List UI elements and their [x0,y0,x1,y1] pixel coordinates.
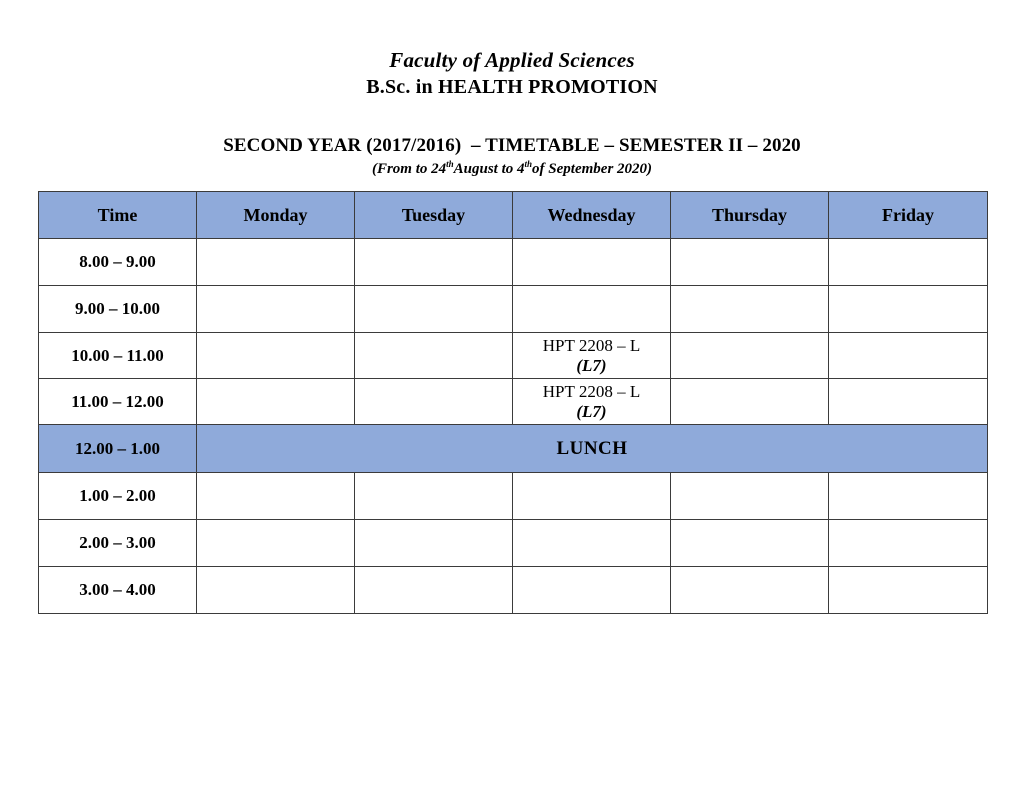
empty-slot-cell [197,379,355,425]
empty-slot-cell [829,520,988,567]
column-header-tuesday: Tuesday [355,192,513,239]
time-slot-label: 10.00 – 11.00 [39,333,197,379]
weekly-timetable [38,191,988,614]
empty-slot-cell [513,286,671,333]
degree-prefix: B.Sc. in [366,76,439,98]
header-row [39,192,988,239]
empty-slot-cell [513,473,671,520]
degree-name: HEALTH PROMOTION [438,76,658,98]
empty-slot-cell [513,239,671,286]
empty-slot-cell [671,567,829,614]
time-slot-label: 3.00 – 4.00 [39,567,197,614]
table-row [39,286,988,333]
column-header-monday: Monday [197,192,355,239]
empty-slot-cell [671,239,829,286]
course-code: HPT 2208 – L [542,335,641,355]
timetable-heading-block [0,133,1024,180]
table-row [39,239,988,286]
time-slot-label: 11.00 – 12.00 [39,379,197,425]
empty-slot-cell [829,567,988,614]
column-header-friday: Friday [829,192,988,239]
time-slot-label: 2.00 – 3.00 [39,520,197,567]
empty-slot-cell [197,567,355,614]
table-row [39,473,988,520]
empty-slot-cell [829,473,988,520]
empty-slot-cell [355,239,513,286]
empty-slot-cell [829,333,988,379]
empty-slot-cell [355,567,513,614]
empty-slot-cell [197,239,355,286]
date-range-prefix: (From to 24 [371,161,447,177]
time-slot-label: 12.00 – 1.00 [39,425,197,473]
empty-slot-cell [671,520,829,567]
course-entry [513,381,670,423]
column-header-time: Time [39,192,197,239]
empty-slot-cell [355,473,513,520]
lunch-break-cell: LUNCH [197,425,988,473]
date-range-suffix: of September 2020) [532,161,653,177]
lecture-hall-label: (L7) [576,355,607,375]
table-row [39,520,988,567]
faculty-title: Faculty of Applied Sciences [389,48,635,72]
empty-slot-cell [671,286,829,333]
table-row [39,333,988,379]
date-ordinal-suffix-second: th [524,159,533,169]
degree-title [0,74,1024,101]
empty-slot-cell [829,379,988,425]
date-range-middle: August to 4 [453,161,525,177]
empty-slot-cell [829,286,988,333]
time-slot-label: 8.00 – 9.00 [39,239,197,286]
empty-slot-cell [671,473,829,520]
date-ordinal-suffix-first: th [446,159,454,169]
empty-slot-cell [671,333,829,379]
time-slot-label: 9.00 – 10.00 [39,286,197,333]
lecture-hall-label: (L7) [576,401,607,421]
faculty-heading-block [0,46,1024,101]
empty-slot-cell [513,567,671,614]
empty-slot-cell [355,286,513,333]
empty-slot-cell [671,379,829,425]
table-row [39,425,988,473]
timetable-header [39,192,988,239]
empty-slot-cell [197,520,355,567]
course-entry [513,335,670,377]
date-range-subtitle [0,158,1024,180]
empty-slot-cell [197,473,355,520]
timetable-title: SECOND YEAR (2017/2016) – TIMETABLE – SEMESTER II – 2020 [223,135,801,156]
time-slot-label: 1.00 – 2.00 [39,473,197,520]
empty-slot-cell [513,520,671,567]
empty-slot-cell [829,239,988,286]
column-header-wednesday: Wednesday [513,192,671,239]
empty-slot-cell [197,333,355,379]
table-row [39,567,988,614]
class-session-cell [513,333,671,379]
empty-slot-cell [197,286,355,333]
empty-slot-cell [355,333,513,379]
timetable-body [39,239,988,614]
empty-slot-cell [355,379,513,425]
table-row [39,379,988,425]
empty-slot-cell [355,520,513,567]
course-code: HPT 2208 – L [542,381,641,401]
class-session-cell [513,379,671,425]
column-header-thursday: Thursday [671,192,829,239]
